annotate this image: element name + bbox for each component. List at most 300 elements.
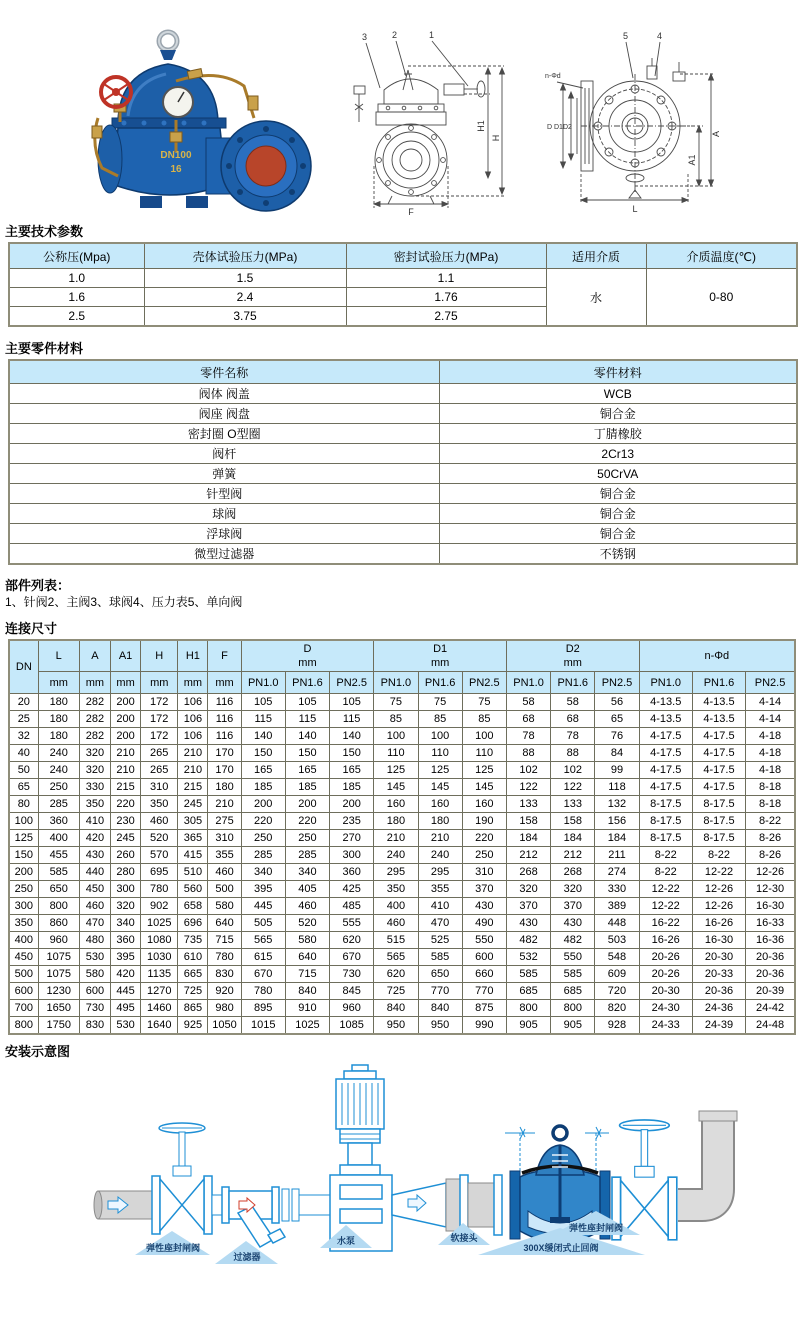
table-cell: 65 [9,779,38,796]
table-cell: 24-36 [692,1000,745,1017]
table-cell: 4-17.5 [639,728,692,745]
table-cell: 丁腈橡胶 [439,424,797,444]
table-cell: 282 [79,711,110,728]
table-cell: 405 [285,881,329,898]
dim-h: H [491,134,501,142]
table-cell: 20-33 [692,966,745,983]
table-cell: 阀杆 [9,444,439,464]
table-cell: 12-22 [639,898,692,915]
table-cell: 430 [79,847,110,864]
table-cell: 1075 [38,949,79,966]
table-cell: 480 [79,932,110,949]
col-header: 公称压(Mpa) [9,243,144,269]
table-cell: 460 [141,813,178,830]
table-cell: 1080 [141,932,178,949]
table-cell: 600 [79,983,110,1000]
col-header: H1 [178,640,208,672]
table-cell: 8-18 [746,779,795,796]
table-cell: 570 [141,847,178,864]
table-cell: 875 [462,1000,506,1017]
table-cell: 球阀 [9,504,439,524]
table-cell: 420 [111,966,141,983]
table-cell: 565 [241,932,285,949]
table-cell: 715 [208,932,241,949]
table-cell: 285 [241,847,285,864]
pump [330,1065,392,1251]
table-cell: 210 [208,796,241,813]
table-cell: 8-22 [639,864,692,881]
table-header-row [9,360,797,384]
table-cell: 530 [79,949,110,966]
table-cell: 172 [141,728,178,745]
table-cell: 470 [418,915,462,932]
col-header-dn: DN [9,640,38,694]
table-cell: 180 [38,711,79,728]
col-group-d1 [374,640,507,672]
table-cell: 8-22 [746,813,795,830]
pn-header: PN1.6 [551,672,595,694]
dim-d-d1-d2: D D1D2 [547,124,572,131]
table-cell: 4-18 [746,745,795,762]
table-cell: 274 [595,864,639,881]
table-cell: 200 [111,728,141,745]
table-cell: 470 [79,915,110,932]
table-cell: 905 [551,1017,595,1035]
table-cell: 460 [79,898,110,915]
table-cell: 密封圈 O型圈 [9,424,439,444]
table-cell: 665 [178,966,208,983]
table-cell: 160 [462,796,506,813]
table-row [9,983,795,1000]
table-cell: 针型阀 [9,484,439,504]
table-cell: 270 [330,830,374,847]
table-cell: 230 [111,813,141,830]
table-cell: 2.5 [9,307,144,327]
table-cell: 180 [38,694,79,711]
table-cell: 20-26 [639,949,692,966]
unit-header: mm [79,672,110,694]
col-header: 壳体试验压力(MPa) [144,243,346,269]
table-cell: 12-26 [692,881,745,898]
table-cell: 8-17.5 [639,830,692,847]
table-cell: 800 [506,1000,550,1017]
group-label: D [303,643,312,655]
col-header: F [208,640,241,672]
table-cell: 20-36 [746,966,795,983]
table-cell: 350 [374,881,418,898]
table-cell: 85 [462,711,506,728]
table-cell: 550 [551,949,595,966]
dim-l: L [632,204,638,214]
table-cell: 240 [418,847,462,864]
table-cell: 1.5 [144,269,346,288]
table-cell: 200 [330,796,374,813]
table-cell: 184 [595,830,639,847]
callout-3: 3 [362,32,368,42]
table-cell: 8-18 [746,796,795,813]
table-cell: 115 [241,711,285,728]
table-cell: 685 [551,983,595,1000]
table-cell: 445 [241,898,285,915]
table-cell: 360 [111,932,141,949]
table-cell: 25 [9,711,38,728]
table-cell: 50CrVA [439,464,797,484]
table-cell: 715 [285,966,329,983]
table-cell: 658 [178,898,208,915]
materials-title: 主要零件材料 [5,341,84,356]
label-pump: 水泵 [336,1236,356,1246]
table-cell: 140 [330,728,374,745]
table-cell: 585 [506,966,550,983]
valve-body-label-pn: 16 [170,164,182,175]
table-cell: 172 [141,694,178,711]
table-cell: 640 [285,949,329,966]
table-cell: 106 [178,694,208,711]
table-cell: 200 [285,796,329,813]
table-cell: 16-26 [639,932,692,949]
table-cell: 1085 [330,1017,374,1035]
table-cell: 220 [111,796,141,813]
table-row [9,779,795,796]
table-cell: 165 [241,762,285,779]
table-row [9,504,797,524]
table-cell: 585 [551,966,595,983]
group-unit: mm [298,657,317,669]
table-cell: 510 [178,864,208,881]
table-cell: 650 [418,966,462,983]
table-row [9,444,797,464]
table-cell: 525 [418,932,462,949]
table-cell: 150 [285,745,329,762]
label-check-valve: 300X缓闭式止回阀 [523,1243,599,1253]
table-cell: 2Cr13 [439,444,797,464]
table-cell: 110 [418,745,462,762]
table-cell: 500 [208,881,241,898]
table-cell: 133 [551,796,595,813]
table-cell: 395 [111,949,141,966]
table-cell: 20-30 [692,949,745,966]
table-header-row [9,640,795,672]
table-header-row [9,672,795,694]
table-cell: 600 [9,983,38,1000]
table-cell: 8-26 [746,830,795,847]
table-cell: 320 [79,762,110,779]
table-cell: 160 [418,796,462,813]
callout-1: 1 [429,30,435,40]
table-cell: 580 [208,898,241,915]
parts-list-title: 部件列表： [5,578,71,593]
table-cell: 75 [374,694,418,711]
unit-header: mm [111,672,141,694]
table-cell: 300 [9,898,38,915]
gate-valve-right [612,1120,677,1240]
pn-header: PN1.0 [241,672,285,694]
table-cell: 400 [38,830,79,847]
table-cell: 240 [38,762,79,779]
table-cell: 585 [38,864,79,881]
table-cell: 295 [418,864,462,881]
table-cell: 2.4 [144,288,346,307]
group-unit: mm [563,657,582,669]
table-cell: 132 [595,796,639,813]
table-cell: 170 [208,762,241,779]
table-cell: 1230 [38,983,79,1000]
table-cell: 122 [551,779,595,796]
table-cell: 3.75 [144,307,346,327]
table-cell: 80 [9,796,38,813]
table-row [9,269,797,288]
table-row [9,544,797,565]
table-cell: 4-17.5 [692,762,745,779]
table-cell: 250 [462,847,506,864]
table-cell: 68 [506,711,550,728]
tech-params-title: 主要技术参数 [5,224,84,239]
table-cell: 1270 [141,983,178,1000]
medium-cell: 水 [546,269,646,327]
table-cell: 448 [595,915,639,932]
table-cell: 150 [241,745,285,762]
table-cell: 125 [418,762,462,779]
table-cell: 282 [79,728,110,745]
table-cell: 116 [208,728,241,745]
table-cell: 950 [418,1017,462,1035]
table-cell: 780 [141,881,178,898]
table-cell: 245 [178,796,208,813]
table-cell: 1460 [141,1000,178,1017]
table-cell: 铜合金 [439,484,797,504]
label-gate-valve-right: 弹性座封闸阀 [568,1223,624,1233]
col-header: 介质温度(℃) [646,243,797,269]
table-cell: 180 [374,813,418,830]
group-label: D2 [565,643,580,655]
table-cell: 210 [418,830,462,847]
table-cell: 902 [141,898,178,915]
table-cell: 160 [374,796,418,813]
table-cell: 阀体 阀盖 [9,384,439,404]
installation-diagram [0,1063,804,1313]
table-cell: 115 [285,711,329,728]
table-cell: 305 [178,813,208,830]
table-cell: 485 [330,898,374,915]
table-cell: 360 [330,864,374,881]
table-cell: 820 [595,1000,639,1017]
table-cell: 400 [9,932,38,949]
callout-4: 4 [657,31,663,41]
table-cell: 370 [551,898,595,915]
table-cell: 928 [595,1017,639,1035]
table-cell: 840 [418,1000,462,1017]
table-cell: 355 [208,847,241,864]
table-cell: 4-13.5 [692,694,745,711]
table-cell: 925 [178,1017,208,1035]
table-cell: 295 [374,864,418,881]
table-cell: 695 [141,864,178,881]
table-cell: 铜合金 [439,524,797,544]
table-row [9,404,797,424]
table-cell: 532 [506,949,550,966]
table-row [9,745,795,762]
table-cell: 580 [285,932,329,949]
table-cell: 铜合金 [439,504,797,524]
table-cell: 184 [551,830,595,847]
pn-header: PN2.5 [462,672,506,694]
table-row [9,898,795,915]
table-cell: 4-14 [746,694,795,711]
table-cell: 12-30 [746,881,795,898]
table-cell: 460 [285,898,329,915]
table-cell: 110 [462,745,506,762]
table-cell: 670 [241,966,285,983]
table-cell: 1015 [241,1017,285,1035]
table-cell: 24-33 [639,1017,692,1035]
table-cell: 395 [241,881,285,898]
table-cell: 905 [506,1017,550,1035]
table-cell: 24-30 [639,1000,692,1017]
table-cell: 50 [9,762,38,779]
group-unit: mm [430,657,450,669]
table-cell: 156 [595,813,639,830]
table-cell: WCB [439,384,797,404]
table-cell: 8-17.5 [692,813,745,830]
table-cell: 122 [506,779,550,796]
table-cell: 110 [374,745,418,762]
table-cell: 12-26 [692,898,745,915]
table-cell: 140 [285,728,329,745]
col-group-n-phi-d: n-Φd [639,640,795,672]
table-cell: 410 [79,813,110,830]
pn-header: PN1.6 [692,672,745,694]
table-cell: 20-36 [746,949,795,966]
callout-5: 5 [623,31,629,41]
table-row [9,932,795,949]
parts-list-text: 1、针阀2、主阀3、球阀4、压力表5、单向阀 [5,595,243,609]
table-cell: 4-17.5 [639,745,692,762]
table-cell: 1750 [38,1017,79,1035]
table-cell: 365 [178,830,208,847]
table-cell: 355 [418,881,462,898]
table-cell: 215 [111,779,141,796]
table-cell: 8-26 [746,847,795,864]
table-cell: 不锈钢 [439,544,797,565]
table-row [9,524,797,544]
table-cell: 980 [208,1000,241,1017]
table-cell: 285 [285,847,329,864]
table-cell: 268 [551,864,595,881]
table-cell: 420 [79,830,110,847]
pn-header: PN1.0 [639,672,692,694]
table-cell: 830 [208,966,241,983]
table-cell: 696 [178,915,208,932]
table-cell: 200 [9,864,38,881]
table-cell: 910 [285,1000,329,1017]
table-cell: 75 [418,694,462,711]
dim-a1: A1 [687,154,697,166]
table-cell: 145 [462,779,506,796]
table-cell: 240 [38,745,79,762]
col-header: 密封试验压力(MPa) [346,243,546,269]
table-cell: 78 [506,728,550,745]
table-cell: 960 [330,1000,374,1017]
table-cell: 211 [595,847,639,864]
table-row [9,915,795,932]
table-cell: 12-26 [746,864,795,881]
table-cell: 32 [9,728,38,745]
table-cell: 615 [241,949,285,966]
valve-body-label-dn: DN100 [160,150,192,161]
table-cell: 150 [9,847,38,864]
table-cell: 4-17.5 [639,779,692,796]
table-cell: 700 [9,1000,38,1017]
table-cell: 235 [330,813,374,830]
table-cell: 118 [595,779,639,796]
table-cell: 4-17.5 [639,762,692,779]
table-cell: 800 [38,898,79,915]
table-cell: 220 [462,830,506,847]
col-header: 适用介质 [546,243,646,269]
table-cell: 68 [551,711,595,728]
table-cell: 600 [462,949,506,966]
table-cell: 220 [285,813,329,830]
table-row [9,796,795,813]
table-cell: 280 [111,864,141,881]
table-cell: 212 [506,847,550,864]
table-cell: 780 [208,949,241,966]
table-cell: 800 [9,1017,38,1035]
table-cell: 1135 [141,966,178,983]
table-cell: 370 [462,881,506,898]
table-cell: 弹簧 [9,464,439,484]
table-cell: 20-36 [692,983,745,1000]
table-cell: 12-22 [692,864,745,881]
table-row [9,966,795,983]
table-cell: 125 [374,762,418,779]
group-label: D1 [433,643,448,655]
table-cell: 56 [595,694,639,711]
table-cell: 1.0 [9,269,144,288]
table-cell: 12-22 [639,881,692,898]
table-cell: 210 [374,830,418,847]
table-cell: 1050 [208,1017,241,1035]
table-cell: 210 [178,762,208,779]
table-cell: 640 [208,915,241,932]
table-cell: 555 [330,915,374,932]
table-cell: 520 [285,915,329,932]
table-cell: 580 [79,966,110,983]
table-cell: 730 [330,966,374,983]
table-cell: 920 [208,983,241,1000]
table-row [9,424,797,444]
table-row [9,484,797,504]
table-cell: 8-17.5 [639,813,692,830]
temperature-cell: 0-80 [646,269,797,327]
table-cell: 845 [330,983,374,1000]
table-cell: 100 [462,728,506,745]
pn-header: PN1.0 [374,672,418,694]
unit-header: mm [178,672,208,694]
table-cell: 585 [418,949,462,966]
col-header: A [79,640,110,672]
table-cell: 350 [79,796,110,813]
table-cell: 240 [374,847,418,864]
col-group-d2 [506,640,639,672]
table-cell: 565 [374,949,418,966]
table-cell: 24-42 [746,1000,795,1017]
table-cell: 16-33 [746,915,795,932]
label-strainer: 过滤器 [233,1252,261,1262]
table-cell: 8-17.5 [639,796,692,813]
table-cell: 770 [462,983,506,1000]
label-gate-valve-left: 弹性座封闸阀 [145,1243,201,1253]
